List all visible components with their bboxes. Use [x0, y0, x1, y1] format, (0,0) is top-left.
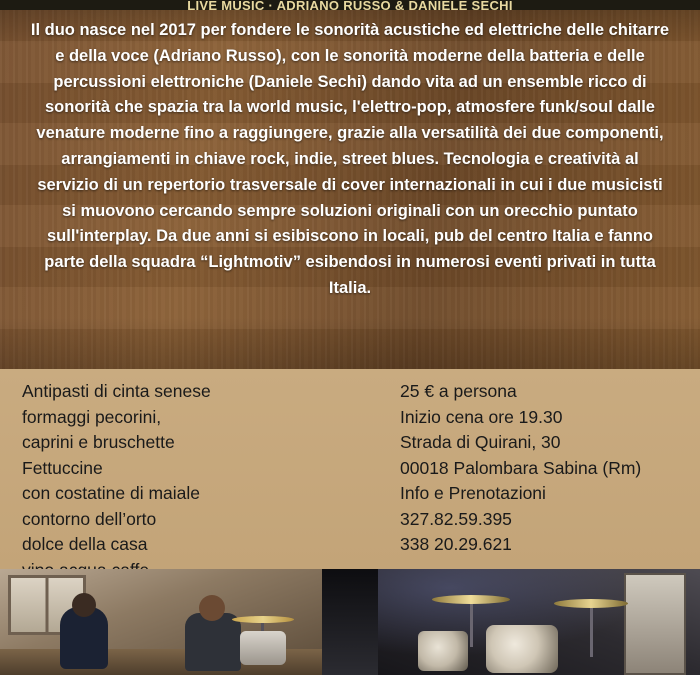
menu-item: dolce della casa — [22, 534, 148, 554]
cymbal-stand-shape — [590, 607, 593, 657]
menu-info-band — [0, 369, 700, 569]
drum-shape — [240, 631, 286, 665]
cymbal-shape — [554, 599, 628, 608]
info-list — [400, 379, 690, 558]
menu-item: contorno dell’orto — [22, 508, 157, 529]
photo-dark-strip — [322, 569, 378, 675]
door-shape — [624, 573, 686, 675]
photo-strip — [0, 569, 700, 675]
info-line: Info e Prenotazioni — [400, 483, 546, 503]
photo-drum-kit — [378, 569, 700, 675]
menu-item: formaggi pecorini, — [22, 406, 162, 427]
drum-shape — [418, 631, 468, 671]
cymbal-shape — [232, 616, 294, 623]
band-description-text: Il duo nasce nel 2017 per fondere le sonorità acustiche ed elettriche delle chitarre e della voce (Adriano Russo), con le sonorità moderne della batteria e delle percussioni elettroniche (Daniele Sechi) dando vita ad un ensemble ricco di sonorità che spazia tra la world music, l'elettro-pop, atmosfere funk/soul dalle venature moderne fino a raggiungere, grazie alla versatilità dei due componenti, arrangiamenti in chiave rock, indie, street blues. Tecnologia e creatività al servizio di un repertorio trasversale di cover internazionali in cui i due musicisti si muovono cercando sempre soluzioni originali con un orecchio puntato sull'interplay. Da due anni si esibiscono in locali, pub del centro Italia e fanno parte della squadra “Lightmotiv” esibendosi in numerosi eventi privati in tutta Italia. — [30, 21, 670, 297]
person-shape — [185, 613, 241, 671]
person-head-shape — [72, 593, 96, 617]
info-line: Strada di Quirani, 30 — [400, 432, 561, 452]
drum-shape — [486, 625, 558, 673]
person-head-shape — [199, 595, 225, 621]
info-line: 00018 Palombara Sabina (Rm) — [400, 457, 642, 478]
info-line: 327.82.59.395 — [400, 508, 512, 529]
cymbal-shape — [432, 595, 510, 604]
cymbal-stand-shape — [470, 603, 473, 647]
cut-off-title: LIVE MUSIC · ADRIANO RUSSO & DANIELE SECHI — [187, 0, 513, 13]
info-line: 338 20.29.621 — [400, 534, 512, 554]
info-line: Inizio cena ore 19.30 — [400, 406, 563, 427]
photo-rehearsal-room — [0, 569, 322, 675]
info-line: 25 € a persona — [400, 381, 517, 401]
menu-item: con costatine di maiale — [22, 483, 201, 503]
menu-item: Antipasti di cinta senese — [22, 381, 211, 401]
menu-item: caprini e bruschette — [22, 432, 175, 452]
menu-item: Fettuccine — [22, 457, 103, 478]
menu-list — [22, 379, 392, 583]
